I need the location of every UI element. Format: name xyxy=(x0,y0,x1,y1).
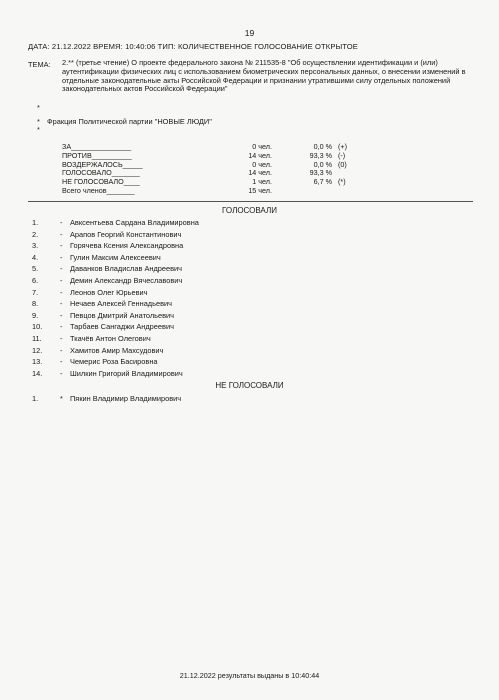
stat-count: 14 чел. xyxy=(248,168,272,178)
deputy-name: Певцов Дмитрий Анатольевич xyxy=(70,310,174,320)
item-number: 4. xyxy=(32,252,39,262)
tema-text: 2.** (третье чтение) О проекте федерального закона № 211535-8 "Об осуществлении идентификации и (или) аутентификации физических лиц с использованием биометрических персональных данных, о внесении изменений в отдельные законодательные акты Российской Федерации и признании утратившими силу отдельных положений законодательных актов Российской Федерации" xyxy=(62,58,466,94)
vote-mark: - xyxy=(60,218,63,227)
item-number: 13. xyxy=(32,357,43,367)
vote-mark: - xyxy=(60,229,63,239)
stat-sign: (+) xyxy=(338,142,347,151)
vote-mark: - xyxy=(60,322,63,332)
vote-mark: - xyxy=(60,287,63,297)
stat-count: 15 чел. xyxy=(248,185,272,195)
item-number: 2. xyxy=(32,229,39,239)
vote-mark: - xyxy=(60,252,63,262)
item-number: 6. xyxy=(32,275,39,285)
stat-percent: 0,0 % xyxy=(313,159,332,169)
stat-percent: 6,7 % xyxy=(313,177,332,187)
deputy-name: Чемерис Роза Басировна xyxy=(70,357,158,367)
vote-mark: - xyxy=(60,299,63,309)
item-number: 10. xyxy=(32,322,43,332)
vote-mark: - xyxy=(60,345,63,355)
not-voted-title: НЕ ГОЛОСОВАЛИ xyxy=(215,381,284,390)
stat-sign: (-) xyxy=(338,150,346,160)
stat-percent: 0,0 % xyxy=(313,142,332,151)
vote-mark: - xyxy=(60,264,63,274)
item-number: 7. xyxy=(32,287,39,297)
deputy-name: Арапов Георгий Константинович xyxy=(70,229,182,239)
vote-mark: - xyxy=(60,357,63,367)
deputy-name: Пякин Владимир Владимирович xyxy=(70,394,182,403)
item-number: 5. xyxy=(32,264,39,274)
divider xyxy=(28,201,473,202)
deputy-name: Горячева Ксения Александровна xyxy=(70,241,184,251)
deputy-name: Демин Александр Вячеславович xyxy=(70,275,183,285)
deputy-name: Нечаев Алексей Геннадьевич xyxy=(70,299,172,309)
page-number: 19 xyxy=(244,28,255,38)
fraction-line xyxy=(37,117,212,126)
item-number: 9. xyxy=(32,310,39,320)
results-footer: 21.12.2022 результаты выданы в 10:40:44 xyxy=(179,671,320,680)
star-marker: * xyxy=(37,103,40,112)
stat-percent: 93,3 % xyxy=(309,150,332,160)
vote-mark: * xyxy=(60,394,63,403)
vote-mark: - xyxy=(60,241,63,251)
deputy-name: Тарбаев Сангаджи Андреевич xyxy=(70,322,174,332)
stat-label: ГОЛОСОВАЛО_______ xyxy=(62,168,140,178)
type-value: КОЛИЧЕСТВЕННОЕ ГОЛОСОВАНИЕ ОТКРЫТОЕ xyxy=(177,42,358,51)
item-number: 11. xyxy=(32,333,42,343)
stat-label: ПРОТИВ__________ xyxy=(62,150,132,160)
time-label: ВРЕМЯ: xyxy=(93,42,123,51)
vote-mark: - xyxy=(60,310,63,320)
stat-count: 1 чел. xyxy=(252,177,272,187)
item-number: 14. xyxy=(32,368,43,378)
star-marker: * xyxy=(37,117,40,126)
vote-mark: - xyxy=(60,368,63,378)
vote-mark: - xyxy=(60,333,63,343)
stat-count: 0 чел. xyxy=(252,159,272,169)
deputy-name: Хамитов Амир Махсудович xyxy=(70,345,164,355)
voted-title: ГОЛОСОВАЛИ xyxy=(222,206,277,215)
type-label: ТИП: xyxy=(157,42,176,51)
fraction-name: Фракция Политической партии "НОВЫЕ ЛЮДИ" xyxy=(47,117,212,126)
stat-label: НЕ ГОЛОСОВАЛО____ xyxy=(62,177,140,187)
stat-count: 14 чел. xyxy=(248,150,272,160)
item-number: 1. xyxy=(32,394,39,403)
deputy-name: Гулин Максим Алексеевич xyxy=(70,252,161,262)
stat-label: ЗА_______________ xyxy=(62,142,132,151)
date-value: 21.12.2022 xyxy=(51,42,91,51)
deputy-name: Леонов Олег Юрьевич xyxy=(70,287,148,297)
stat-count: 0 чел. xyxy=(252,142,272,151)
date-label: ДАТА: xyxy=(28,42,50,51)
stat-sign: (*) xyxy=(338,177,346,187)
item-number: 12. xyxy=(32,345,43,355)
tema-label: ТЕМА: xyxy=(28,60,51,69)
stat-label: ВОЗДЕРЖАЛОСЬ_____ xyxy=(62,159,143,169)
deputy-name: Шилкин Григорий Владимирович xyxy=(70,368,183,378)
vote-mark: - xyxy=(60,275,63,285)
time-value: 10:40:06 xyxy=(125,42,156,51)
stat-percent: 93,3 % xyxy=(309,168,332,178)
item-number: 1. xyxy=(32,218,39,227)
item-number: 3. xyxy=(32,241,39,251)
deputy-name: Авксентьева Сардана Владимировна xyxy=(70,218,199,227)
stat-label: Всего членов_______ xyxy=(62,185,135,195)
star-marker: * xyxy=(37,125,40,134)
deputy-name: Ткачёв Антон Олегович xyxy=(70,333,151,343)
header-line xyxy=(28,42,358,51)
item-number: 8. xyxy=(32,299,39,309)
deputy-name: Даванков Владислав Андреевич xyxy=(70,264,183,274)
stat-sign: (0) xyxy=(338,159,347,169)
